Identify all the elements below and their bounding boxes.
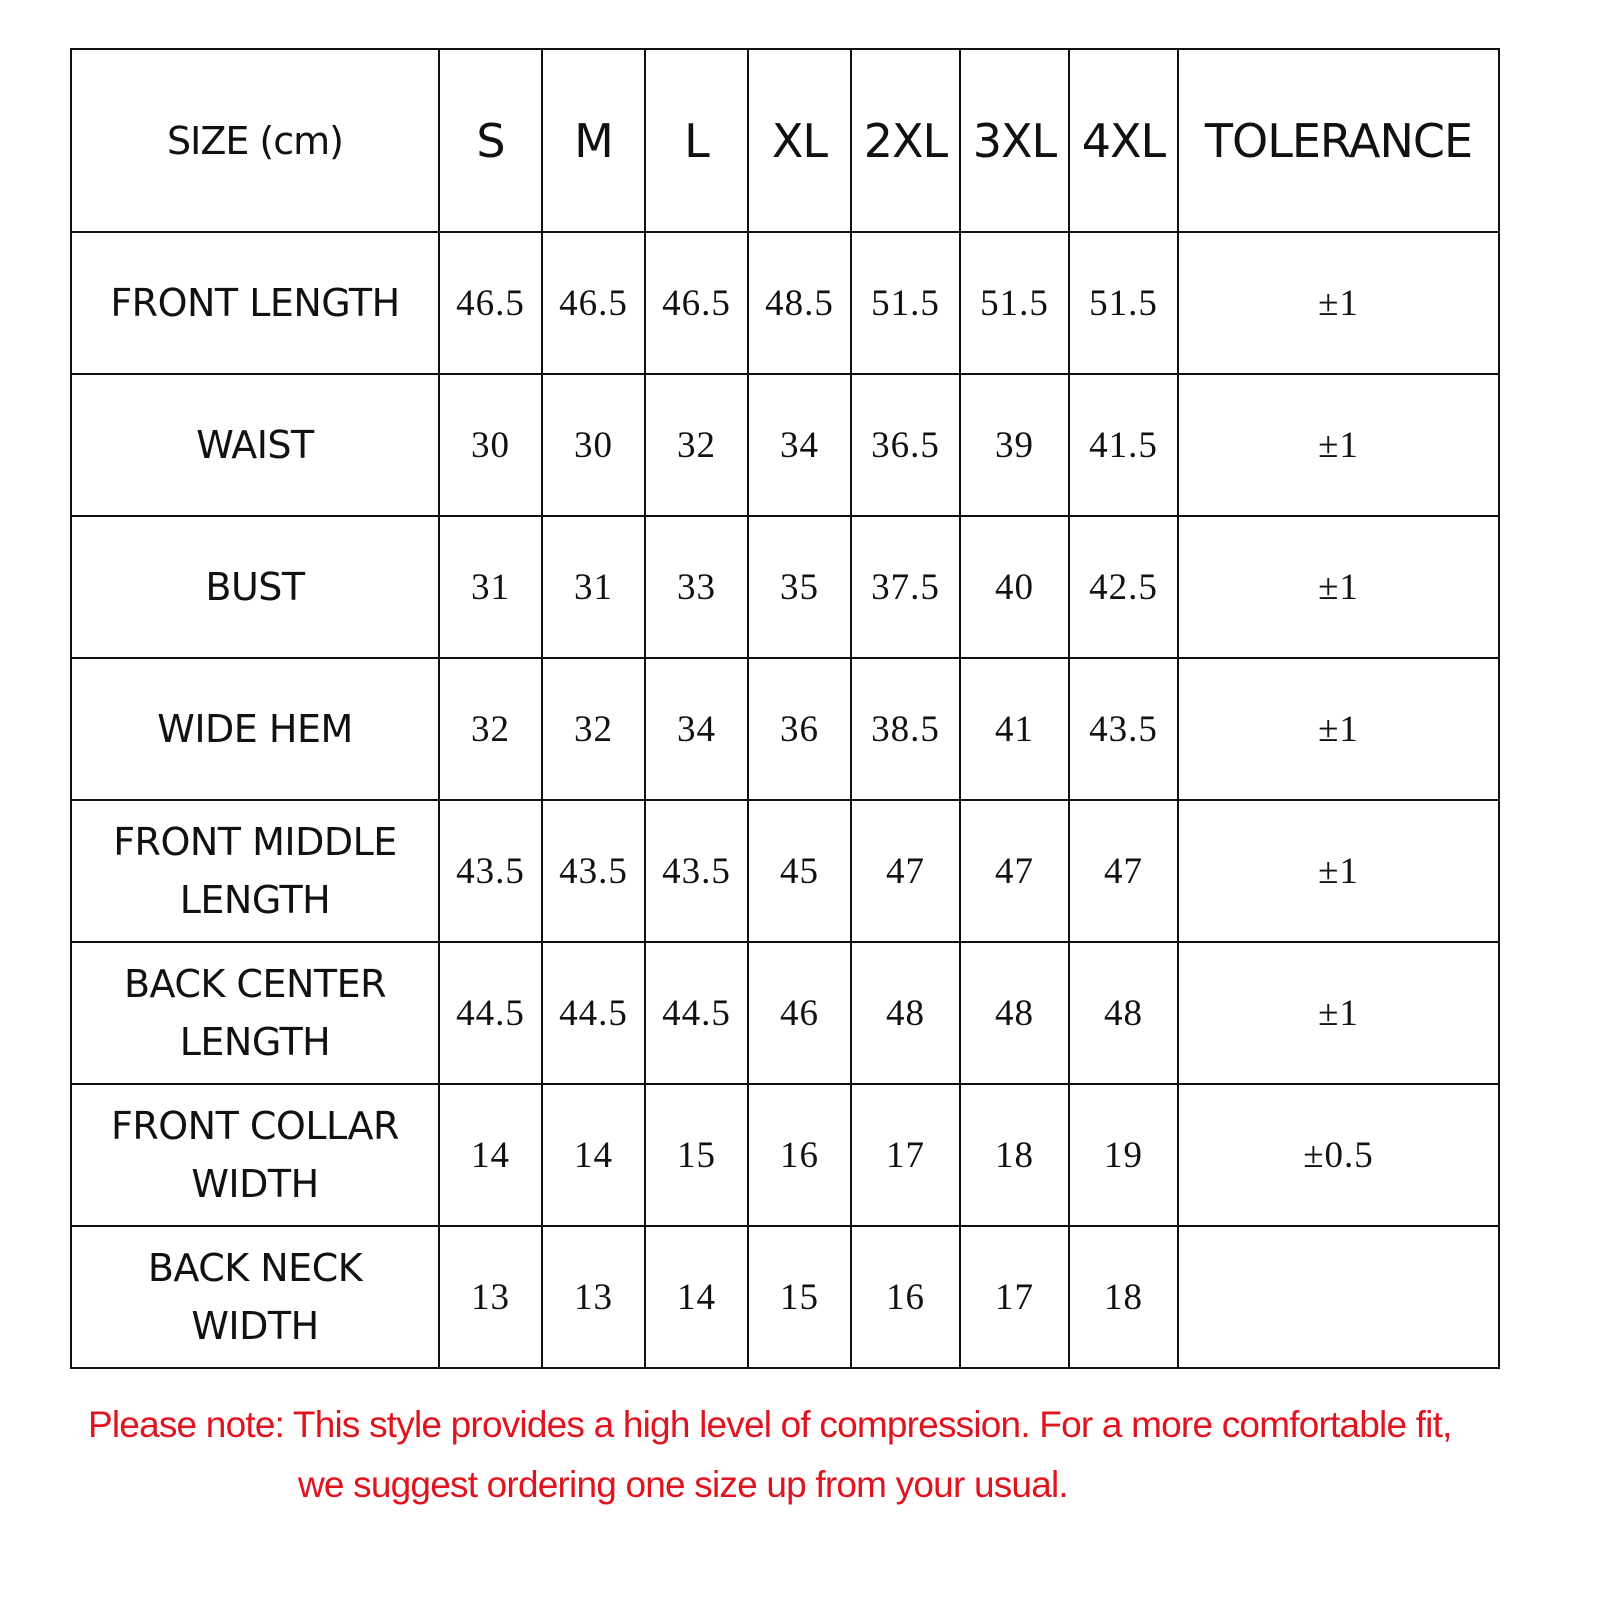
- measurement-value: 43.5: [542, 800, 645, 942]
- tolerance-value: ±1: [1178, 658, 1499, 800]
- table-row: [71, 942, 1499, 1084]
- measurement-value: 46.5: [645, 232, 748, 374]
- measurement-value: 47: [1069, 800, 1178, 942]
- measurement-value: 48: [851, 942, 960, 1084]
- measurement-label-line: FRONT MIDDLE: [113, 820, 397, 864]
- measurement-value: 30: [439, 374, 542, 516]
- measurement-value: 15: [645, 1084, 748, 1226]
- measurement-value: 38.5: [851, 658, 960, 800]
- measurement-label-line: BUST: [205, 565, 305, 609]
- tolerance-value: ±0.5: [1178, 1084, 1499, 1226]
- measurement-label-line: WIDTH: [191, 1304, 319, 1348]
- measurement-label: [71, 232, 439, 374]
- measurement-label-line: WIDTH: [191, 1162, 319, 1206]
- measurement-value: 16: [851, 1226, 960, 1368]
- table-row: [71, 1084, 1499, 1226]
- measurement-value: 19: [1069, 1084, 1178, 1226]
- measurement-label: [71, 800, 439, 942]
- measurement-value: 32: [542, 658, 645, 800]
- measurement-value: 39: [960, 374, 1069, 516]
- measurement-value: 47: [851, 800, 960, 942]
- measurement-value: 37.5: [851, 516, 960, 658]
- measurement-label: [71, 942, 439, 1084]
- measurement-value: 48: [1069, 942, 1178, 1084]
- table-row: [71, 800, 1499, 942]
- measurement-value: 44.5: [439, 942, 542, 1084]
- measurement-value: 42.5: [1069, 516, 1178, 658]
- measurement-label: [71, 1084, 439, 1226]
- table-row: [71, 232, 1499, 374]
- measurement-value: 31: [439, 516, 542, 658]
- measurement-value: 18: [960, 1084, 1069, 1226]
- compression-note-line2: we suggest ordering one size up from your usual.: [298, 1464, 1068, 1505]
- measurement-value: 51.5: [960, 232, 1069, 374]
- measurement-value: 13: [439, 1226, 542, 1368]
- measurement-value: 43.5: [1069, 658, 1178, 800]
- tolerance-value: [1178, 1226, 1499, 1368]
- measurement-value: 16: [748, 1084, 851, 1226]
- size-column-header: 3XL: [960, 49, 1069, 232]
- measurement-label-line: BACK CENTER: [123, 962, 387, 1006]
- measurement-label-line: WIDE HEM: [157, 707, 353, 751]
- measurement-value: 46: [748, 942, 851, 1084]
- measurement-value: 44.5: [542, 942, 645, 1084]
- measurement-value: 13: [542, 1226, 645, 1368]
- measurement-value: 43.5: [439, 800, 542, 942]
- header-row: [71, 49, 1499, 232]
- measurement-value: 41.5: [1069, 374, 1178, 516]
- size-column-header: S: [439, 49, 542, 232]
- measurement-label-line: WAIST: [196, 423, 314, 467]
- measurement-value: 44.5: [645, 942, 748, 1084]
- size-header: SIZE (cm): [71, 49, 439, 232]
- measurement-value: 18: [1069, 1226, 1178, 1368]
- measurement-label: [71, 374, 439, 516]
- compression-note-line1: Please note: This style provides a high level of compression. For a more comfortable fit,: [88, 1404, 1452, 1445]
- measurement-value: 41: [960, 658, 1069, 800]
- tolerance-value: ±1: [1178, 232, 1499, 374]
- measurement-label-line: FRONT COLLAR: [111, 1104, 399, 1148]
- measurement-value: 14: [542, 1084, 645, 1226]
- size-column-header: 4XL: [1069, 49, 1178, 232]
- measurement-value: 32: [439, 658, 542, 800]
- table-row: [71, 1226, 1499, 1368]
- size-column-header: M: [542, 49, 645, 232]
- measurement-label: [71, 516, 439, 658]
- measurement-value: 43.5: [645, 800, 748, 942]
- tolerance-value: ±1: [1178, 800, 1499, 942]
- size-column-header: L: [645, 49, 748, 232]
- table-row: [71, 658, 1499, 800]
- measurement-value: 51.5: [851, 232, 960, 374]
- measurement-value: 17: [960, 1226, 1069, 1368]
- tolerance-value: ±1: [1178, 516, 1499, 658]
- size-column-header: XL: [748, 49, 851, 232]
- measurement-value: 30: [542, 374, 645, 516]
- measurement-value: 47: [960, 800, 1069, 942]
- size-column-header: 2XL: [851, 49, 960, 232]
- measurement-value: 34: [748, 374, 851, 516]
- tolerance-value: ±1: [1178, 374, 1499, 516]
- measurement-value: 36.5: [851, 374, 960, 516]
- measurement-value: 46.5: [542, 232, 645, 374]
- measurement-value: 40: [960, 516, 1069, 658]
- measurement-value: 48: [960, 942, 1069, 1084]
- table-row: [71, 374, 1499, 516]
- measurement-value: 14: [645, 1226, 748, 1368]
- measurement-value: 17: [851, 1084, 960, 1226]
- tolerance-value: ±1: [1178, 942, 1499, 1084]
- measurement-value: 33: [645, 516, 748, 658]
- measurement-value: 35: [748, 516, 851, 658]
- measurement-value: 31: [542, 516, 645, 658]
- measurement-label: [71, 1226, 439, 1368]
- measurement-label-line: BACK NECK: [147, 1246, 363, 1290]
- tolerance-header: TOLERANCE: [1178, 49, 1499, 232]
- measurement-value: 51.5: [1069, 232, 1178, 374]
- measurement-label-line: FRONT LENGTH: [110, 281, 400, 325]
- measurement-value: 32: [645, 374, 748, 516]
- measurement-label: [71, 658, 439, 800]
- measurement-value: 48.5: [748, 232, 851, 374]
- measurement-label-line: LENGTH: [179, 878, 331, 922]
- measurement-value: 36: [748, 658, 851, 800]
- measurement-value: 46.5: [439, 232, 542, 374]
- measurement-value: 34: [645, 658, 748, 800]
- measurement-value: 45: [748, 800, 851, 942]
- table-row: [71, 516, 1499, 658]
- measurement-value: 14: [439, 1084, 542, 1226]
- size-chart-table: [70, 48, 1500, 1369]
- measurement-label-line: LENGTH: [179, 1020, 331, 1064]
- measurement-value: 15: [748, 1226, 851, 1368]
